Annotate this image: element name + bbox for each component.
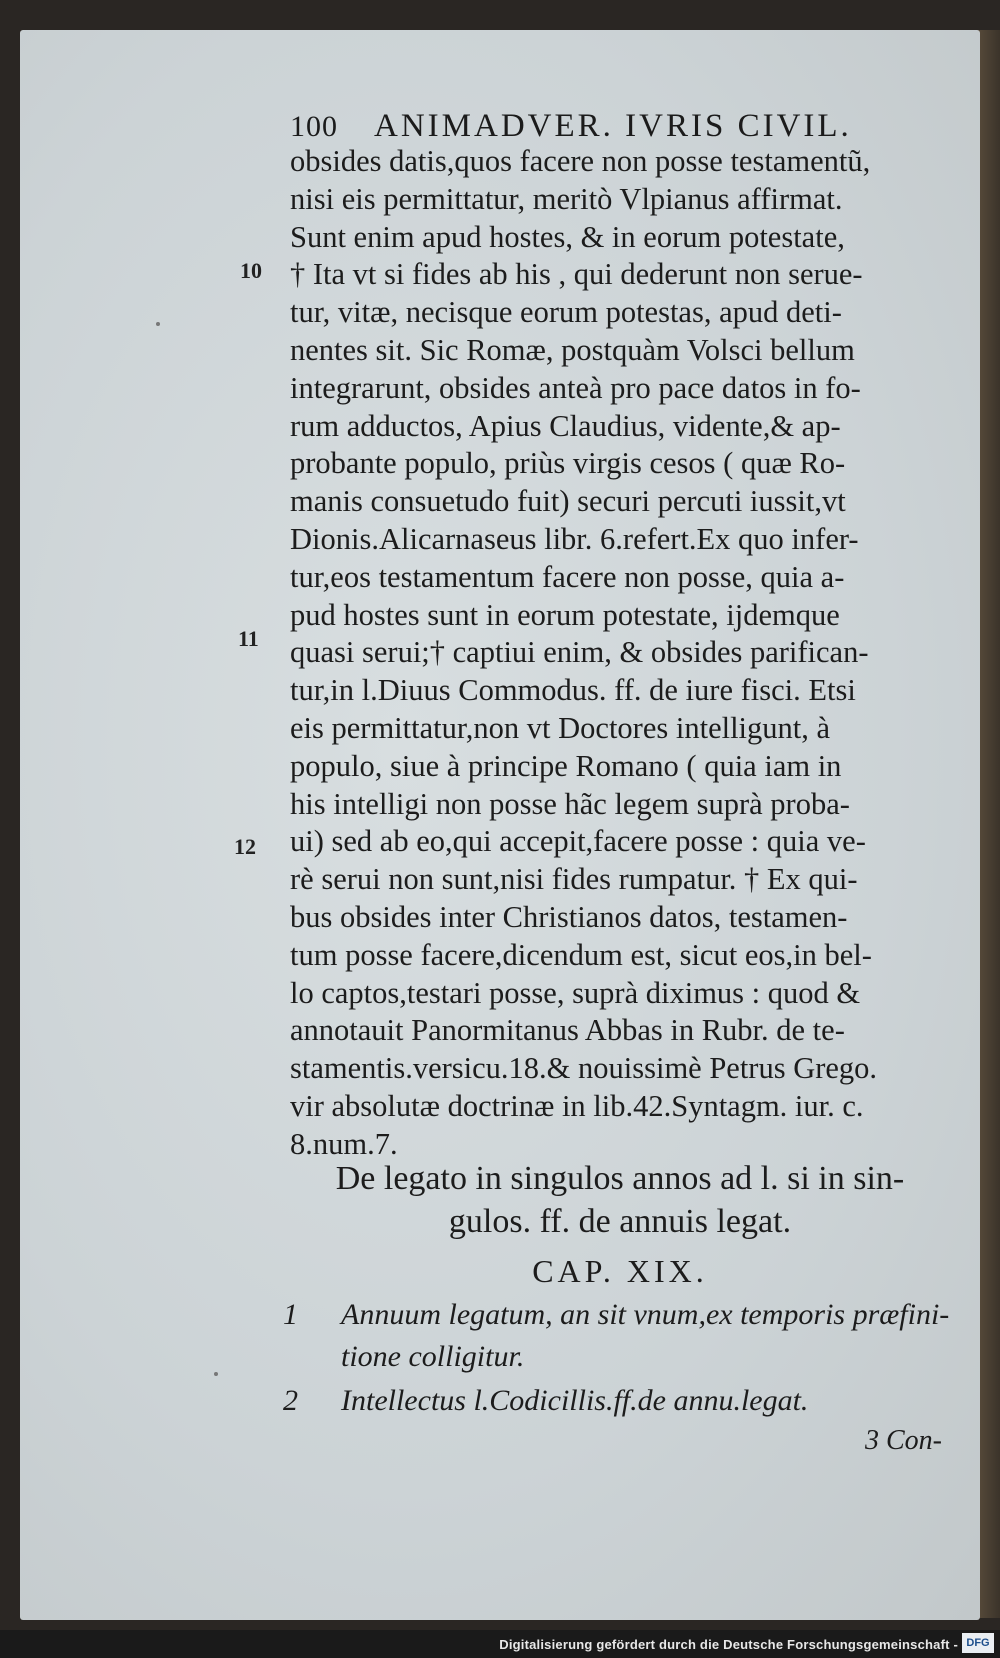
text-line: annotauit Panormitanus Abbas in Rubr. de te- [290,1013,845,1048]
text-line: † Ita vt si fides ab his , qui dederunt non serue- [290,257,863,292]
text-line: stamentis.versicu.18.& nouissimè Petrus Grego. [290,1051,878,1086]
text-line: tur, vitæ, necisque eorum potestas, apud deti- [290,295,842,330]
text-line: tur,in l.Diuus Commodus. ff. de iure fisci. Etsi [290,673,856,708]
chapter-heading-line: De legato in singulos annos ad l. si in sin- [335,1160,905,1197]
dfg-logo: DFG [962,1633,994,1653]
text-line: ui) sed ab eo,qui accepit,facere posse : quia ve- [290,824,866,859]
text-line: lo captos,testari posse, suprà diximus : quod & [290,975,861,1010]
text-line: Sunt enim apud hostes, & in eorum potestate, [290,219,845,254]
summary-item-continuation [283,1340,963,1374]
body-text [290,143,980,1164]
chapter-number: CAP. XIX. [532,1253,708,1289]
running-header [290,108,930,148]
text-line: tur,eos testamentum facere non posse, quia a- [290,559,845,594]
text-line: pud hostes sunt in eorum potestate, ijdemque [290,597,840,632]
text-line: nisi eis permittatur, meritò Vlpianus affirmat. [290,181,843,216]
text-line: vir absolutæ doctrinæ in lib.42.Syntagm. iur. c. [290,1088,864,1123]
paper-speck [214,1372,218,1376]
page-number: 100 [290,110,338,143]
text-line: Dionis.Alicarnaseus libr. 6.refert.Ex quo infer- [290,521,859,556]
summary-number: 1 [283,1298,298,1331]
margin-number: 11 [238,626,259,651]
text-line: nentes sit. Sic Romæ, postquàm Volsci bellum [290,332,855,367]
running-title: ANIMADVER. IVRIS CIVIL. [374,108,852,144]
summary-item [283,1298,963,1332]
text-line: rè serui non sunt,nisi fides rumpatur. † Ex qui- [290,862,858,897]
summary-text: tione colligitur. [341,1340,525,1373]
text-line: obsides datis,quos facere non posse testamentũ, [290,144,871,178]
text-line: tum posse facere,dicendum est, sicut eos,in bel- [290,937,872,972]
text-line: quasi serui;† captiui enim, & obsides parifican- [290,635,869,670]
summary-number: 2 [283,1384,298,1417]
text-line: probante populo, priùs virgis cesos ( quæ Ro- [290,446,846,481]
text-line: 8.num.7. [290,1126,398,1161]
text-line: eis permittatur,non vt Doctores intelligunt, à [290,710,831,745]
text-line: manis consuetudo fuit) securi percuti iussit,vt [290,484,846,519]
funding-notice: Digitalisierung gefördert durch die Deutsche Forschungsgemeinschaft - [499,1637,958,1652]
margin-number: 10 [240,258,262,283]
text-line: integrarunt, obsides anteà pro pace datos in fo- [290,370,861,405]
margin-number: 12 [234,834,256,859]
summary-text: Intellectus l.Codicillis.ff.de annu.legat. [341,1384,809,1417]
text-line: rum adductos, Apius Claudius, vidente,& ap- [290,408,841,443]
summary-item [283,1384,963,1418]
text-line: bus obsides inter Christianos datos, testamen- [290,899,848,934]
text-line: populo, siue à principe Romano ( quia iam in [290,748,842,783]
paper-speck [156,322,160,326]
text-line: his intelligi non posse hãc legem suprà proba- [290,786,850,821]
chapter-heading-line: gulos. ff. de annuis legat. [448,1203,792,1240]
summary-text: Annuum legatum, an sit vnum,ex temporis præfini- [341,1298,950,1331]
catchword: 3 Con- [865,1425,942,1456]
